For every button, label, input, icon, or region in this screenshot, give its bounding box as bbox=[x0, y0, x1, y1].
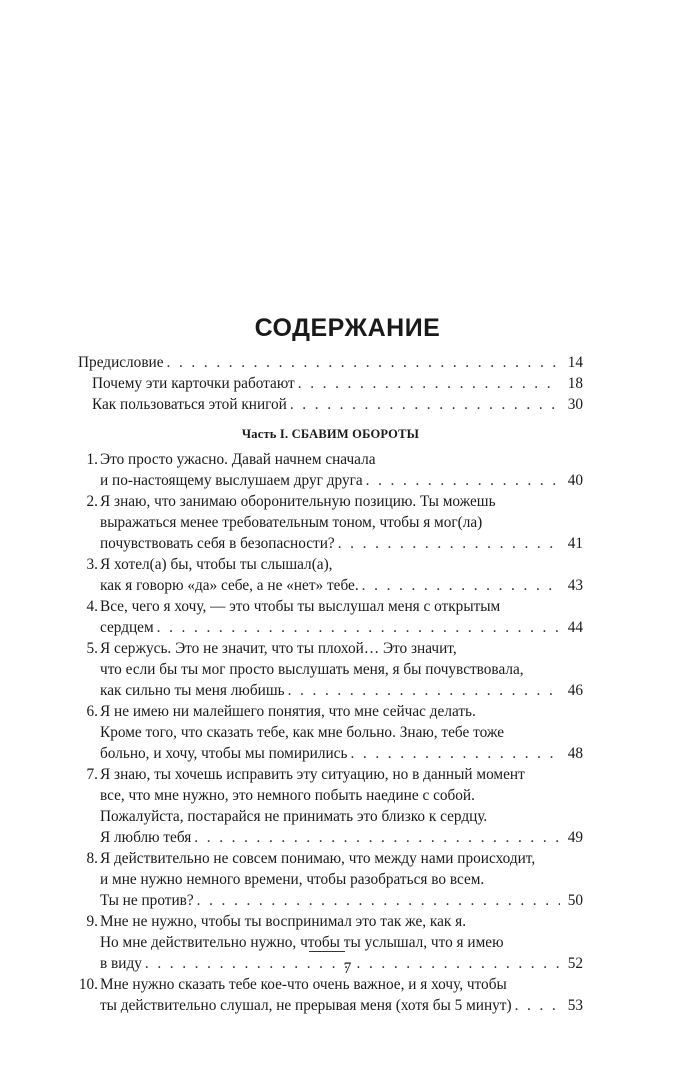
toc-entry-number: 5. bbox=[86, 640, 98, 657]
leader-dots bbox=[194, 827, 560, 848]
toc-entry-text: выражаться менее требовательным тоном, чтобы я мог(ла) bbox=[100, 514, 483, 531]
toc-page-number: 40 bbox=[567, 472, 583, 489]
toc-entry-label: Как пользоваться этой книгой bbox=[92, 396, 287, 413]
toc-entry-text: Мне не нужно, чтобы ты воспринимал это так же, как я. bbox=[100, 913, 467, 930]
toc-entry-line bbox=[78, 659, 583, 680]
toc-entry-number: 7. bbox=[86, 766, 98, 783]
toc-entry-line bbox=[78, 890, 583, 911]
toc-entry-text: сердцем bbox=[100, 619, 154, 636]
toc-entry-text: Но мне действительно нужно, чтобы ты услышал, что я имею bbox=[100, 934, 504, 951]
toc-entry-line bbox=[78, 869, 583, 890]
toc-entry-line bbox=[78, 722, 583, 743]
toc-entry-how-to-use bbox=[78, 394, 583, 415]
leader-dots bbox=[338, 533, 560, 554]
toc-entry-text: Кроме того, что сказать тебе, как мне больно. Знаю, тебе тоже bbox=[100, 724, 505, 741]
leader-dots bbox=[288, 680, 560, 701]
toc-entry-line bbox=[78, 680, 583, 701]
toc-entry-text: и по-настоящему выслушаем друг друга bbox=[100, 472, 363, 489]
toc-entry-line bbox=[78, 701, 583, 722]
leader-dots bbox=[515, 995, 560, 1016]
toc-entry bbox=[78, 764, 583, 848]
toc-page-number: 46 bbox=[567, 682, 583, 699]
toc-entry-line bbox=[78, 449, 583, 470]
toc-page-number: 49 bbox=[567, 829, 583, 846]
toc-entry bbox=[78, 596, 583, 638]
toc-entry-text: Я сержусь. Это не значит, что ты плохой… Это значит, bbox=[100, 640, 457, 657]
toc-entry-line bbox=[78, 596, 583, 617]
toc-page-number: 41 bbox=[567, 535, 583, 552]
leader-dots bbox=[197, 890, 560, 911]
toc-entry-number: 6. bbox=[86, 703, 98, 720]
leader-dots bbox=[350, 743, 560, 764]
leader-dots bbox=[167, 352, 560, 373]
toc-entry bbox=[78, 638, 583, 701]
toc-entry bbox=[78, 848, 583, 911]
leader-dots bbox=[298, 373, 560, 394]
toc-entry-line bbox=[78, 995, 583, 1016]
toc-entry-text: в виду bbox=[100, 955, 142, 972]
toc-entry-text: как я говорю «да» себе, а не «нет» тебе. bbox=[100, 577, 359, 594]
toc-entry-preface bbox=[78, 352, 583, 373]
toc-entry-line bbox=[78, 554, 583, 575]
toc-entry-text: больно, и хочу, чтобы мы помирились bbox=[100, 745, 348, 762]
toc-entry bbox=[78, 974, 583, 1016]
toc-entry-text: почувствовать себя в безопасности? bbox=[100, 535, 335, 552]
toc-entry-text: как сильно ты меня любишь bbox=[100, 682, 285, 699]
toc-entry-why-cards-work bbox=[78, 373, 583, 394]
toc-entry-line bbox=[78, 533, 583, 554]
toc-entry-line bbox=[78, 617, 583, 638]
toc-page-number: 52 bbox=[567, 955, 583, 972]
toc-page-number: 53 bbox=[567, 997, 583, 1014]
toc-entry-number: 8. bbox=[86, 850, 98, 867]
toc-page-number: 48 bbox=[567, 745, 583, 762]
toc-entry-text: ты действительно слушал, не прерывая меня (хотя бы 5 минут) bbox=[100, 997, 512, 1014]
toc-page-number: 18 bbox=[567, 375, 583, 392]
page-title: СОДЕРЖАНИЕ bbox=[254, 314, 441, 342]
toc-entry-text: Я знаю, ты хочешь исправить эту ситуацию, но в данный момент bbox=[100, 766, 525, 783]
toc-entry-text: Ты не против? bbox=[100, 892, 194, 909]
toc-entry-line bbox=[78, 932, 583, 953]
toc-entry-text: Все, чего я хочу, — это чтобы ты выслушал меня с открытым bbox=[100, 598, 501, 615]
part-heading: Часть I. СБАВИМ ОБОРОТЫ bbox=[241, 427, 420, 441]
toc-entry-text: Это просто ужасно. Давай начнем сначала bbox=[100, 451, 376, 468]
toc-page-number: 43 bbox=[567, 577, 583, 594]
part-entries bbox=[78, 449, 583, 1016]
toc-entry bbox=[78, 491, 583, 554]
toc-entry-line bbox=[78, 827, 583, 848]
toc-entry-line bbox=[78, 848, 583, 869]
toc-entry-text: все, что мне нужно, это немного побыть наедине с собой. bbox=[100, 787, 475, 804]
footer-divider bbox=[309, 951, 345, 952]
leader-dots bbox=[366, 470, 560, 491]
toc-entry-number: 1. bbox=[86, 451, 98, 468]
toc-entry-text: что если бы ты мог просто выслушать меня, я бы почувствовала, bbox=[100, 661, 524, 678]
toc-entry bbox=[78, 701, 583, 764]
toc-entry-text: Пожалуйста, постарайся не принимать это близко к сердцу. bbox=[100, 808, 488, 825]
leader-dots bbox=[290, 394, 560, 415]
table-of-contents bbox=[78, 352, 583, 1016]
toc-entry-number: 2. bbox=[86, 493, 98, 510]
toc-entry-text: Я люблю тебя bbox=[100, 829, 192, 846]
toc-entry-number: 3. bbox=[86, 556, 98, 573]
toc-entry-line bbox=[78, 911, 583, 932]
toc-page-number: 44 bbox=[567, 619, 583, 636]
toc-page-number: 30 bbox=[567, 396, 583, 413]
leader-dots bbox=[157, 617, 560, 638]
toc-entry-number: 10. bbox=[78, 976, 98, 993]
toc-entry-text: Я не имею ни малейшего понятия, что мне сейчас делать. bbox=[100, 703, 476, 720]
toc-entry-number: 4. bbox=[86, 598, 98, 615]
toc-entry-line bbox=[78, 743, 583, 764]
toc-entry-label: Почему эти карточки работают bbox=[92, 375, 295, 392]
toc-entry-line bbox=[78, 764, 583, 785]
toc-page-number: 50 bbox=[567, 892, 583, 909]
toc-entry bbox=[78, 554, 583, 596]
toc-page-number: 14 bbox=[567, 354, 583, 371]
toc-entry-text: Я хотел(а) бы, чтобы ты слышал(а), bbox=[100, 556, 333, 573]
toc-entry-line bbox=[78, 806, 583, 827]
toc-entry-line bbox=[78, 470, 583, 491]
toc-entry-text: Я знаю, что занимаю оборонительную позицию. Ты можешь bbox=[100, 493, 496, 510]
toc-entry-text: Я действительно не совсем понимаю, что между нами происходит, bbox=[100, 850, 536, 867]
toc-entry-text: Мне нужно сказать тебе кое-что очень важное, и я хочу, чтобы bbox=[100, 976, 507, 993]
toc-entry-number: 9. bbox=[86, 913, 98, 930]
toc-entry-line bbox=[78, 785, 583, 806]
leader-dots bbox=[362, 575, 560, 596]
toc-entry-line bbox=[78, 575, 583, 596]
toc-entry bbox=[78, 449, 583, 491]
toc-entry-label: Предисловие bbox=[78, 354, 164, 371]
page-number: 7 bbox=[343, 960, 352, 977]
toc-entry-line bbox=[78, 638, 583, 659]
toc-entry-text: и мне нужно немного времени, чтобы разобраться во всем. bbox=[100, 871, 485, 888]
toc-entry-line bbox=[78, 491, 583, 512]
toc-entry-line bbox=[78, 512, 583, 533]
